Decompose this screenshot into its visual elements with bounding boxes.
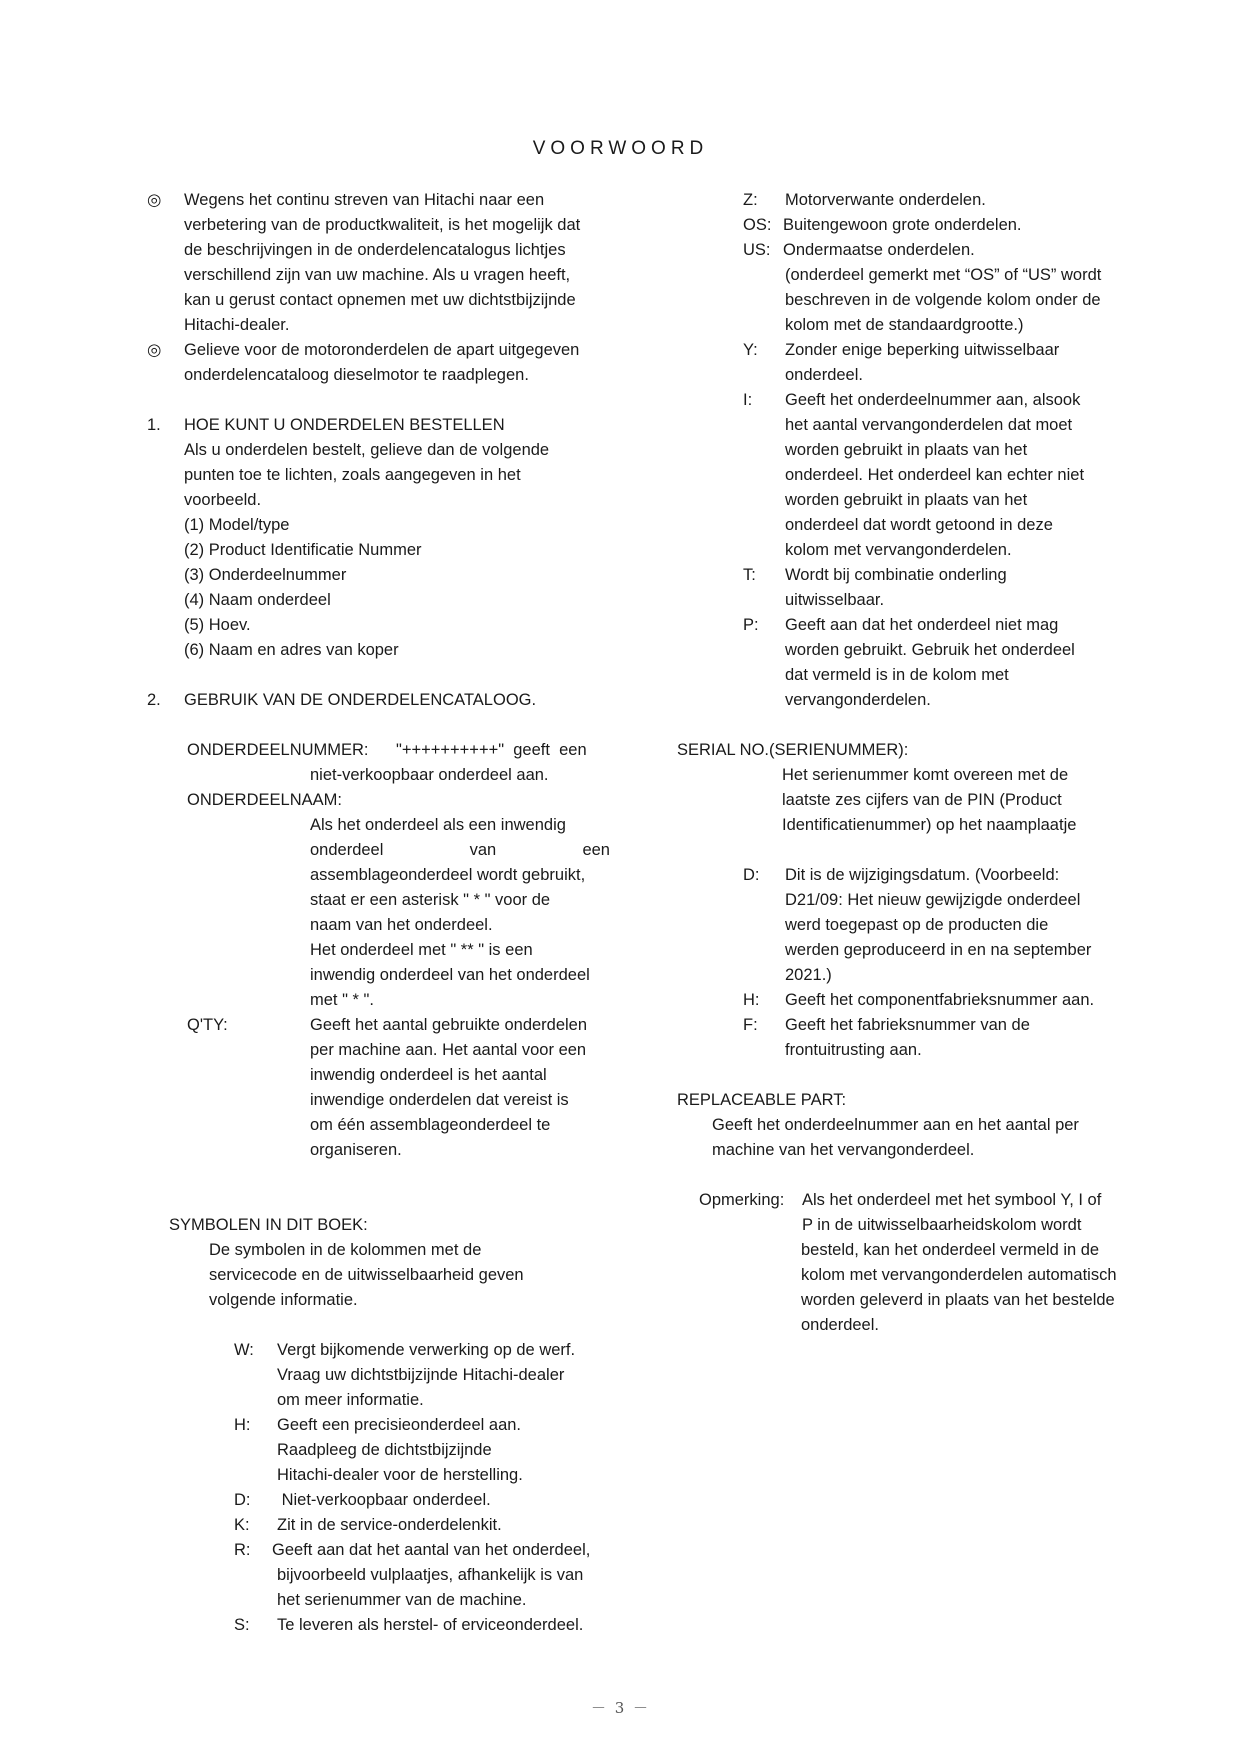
part-number-text-1: "++++++++++" geeft een <box>396 741 587 759</box>
serial-desc-f: Geeft het fabrieksnummer van de frontuitrusting aan. <box>785 1016 1030 1059</box>
symbol-code-w: W: <box>234 1341 254 1359</box>
symbol-desc-d: Niet-verkoopbaar onderdeel. <box>277 1491 491 1509</box>
part-name-label: ONDERDEELNAAM: <box>187 791 342 809</box>
serial-desc-h: Geeft het componentfabrieksnummer aan. <box>785 991 1095 1009</box>
part-number-label: ONDERDEELNUMMER: <box>187 741 369 759</box>
symbol-code-i: I: <box>743 391 753 409</box>
symbol-code-os: OS: <box>743 216 772 234</box>
symbol-desc-s: Te leveren als herstel- of erviceonderdeel. <box>277 1616 584 1634</box>
symbol-desc-y: Zonder enige beperking uitwisselbaar onderdeel. <box>785 341 1060 384</box>
section-2-number: 2. <box>147 691 161 709</box>
page-title: VOORWOORD <box>532 138 709 159</box>
serial-desc-d: Dit is de wijzigingsdatum. (Voorbeeld: D21/09: Het nieuw gewijzigde onderdeel werd toegepast op de producten die werden geproduceerd in en na september 2021.) <box>785 866 1092 984</box>
symbol-code-z: Z: <box>743 191 758 209</box>
symbol-desc-r: Geeft aan dat het aantal van het onderdeel, bijvoorbeeld vulplaatjes, afhankelijk is van het serienummer van de machine. <box>272 1541 591 1609</box>
section-1-body: HOE KUNT U ONDERDELEN BESTELLEN Als u onderdelen bestelt, gelieve dan de volgende punten toe te lichten, zoals aangegeven in het voorbeeld. (1) Model/type (2) Product Identificatie Nummer (3) Onderdeelnummer (4) Naam onderdeel (5) Hoev. (6) Naam en adres van koper <box>184 413 549 663</box>
symbol-desc-h: Geeft een precisieonderdeel aan. Raadpleeg de dichtstbijzijnde Hitachi-dealer voor de herstelling. <box>277 1416 523 1484</box>
page-number: － 3 － <box>590 1699 651 1717</box>
symbol-desc-us: Ondermaatse onderdelen. (onderdeel gemerkt met “OS” of “US” wordt beschreven in de volgende kolom onder de kolom met de standaardgrootte.) <box>783 241 1102 334</box>
symbol-code-d: D: <box>234 1491 251 1509</box>
symbol-desc-os: Buitengewoon grote onderdelen. <box>783 216 1022 234</box>
replaceable-heading: REPLACEABLE PART: <box>677 1091 847 1109</box>
symbol-desc-i: Geeft het onderdeelnummer aan, alsook het aantal vervangonderdelen dat moet worden gebruikt in plaats van het onderdeel. Het onderdeel kan echter niet worden gebruikt in plaats van het onderdeel dat wordt getoond in deze kolom met vervangonderdelen. <box>785 391 1085 559</box>
part-name-text: Als het onderdeel als een inwendig onderdeel van een assemblageonderdeel wordt gebruikt, staat er een asterisk " * " voor de naam van het onderdeel. Het onderdeel met " ** " is een inwendig onderdeel van het onderdeel met " * ". <box>310 816 610 1009</box>
section-2-heading: GEBRUIK VAN DE ONDERDELENCATALOOG. <box>184 691 537 709</box>
symbol-code-k: K: <box>234 1516 250 1534</box>
symbol-code-h: H: <box>234 1416 251 1434</box>
symbol-code-s: S: <box>234 1616 250 1634</box>
symbol-desc-t: Wordt bij combinatie onderling uitwisselbaar. <box>785 566 1007 609</box>
replaceable-text: Geeft het onderdeelnummer aan en het aantal per machine van het vervangonderdeel. <box>712 1116 1079 1159</box>
qty-text: Geeft het aantal gebruikte onderdelen per machine aan. Het aantal voor een inwendig onderdeel is het aantal inwendige onderdelen dat vereist is om één assemblageonderdeel te organiseren. <box>310 1016 588 1159</box>
intro-note-1: Wegens het continu streven van Hitachi naar een verbetering van de productkwaliteit, is het mogelijk dat de beschrijvingen in de onderdelencatalogus lichtjes verschillend zijn van uw machine. Als u vragen heeft, kan u gerust contact opnemen met uw dichtstbijzijnde Hitachi-dealer. <box>184 191 581 334</box>
serial-heading: SERIAL NO.(SERIENUMMER): <box>677 741 909 759</box>
symbol-code-r: R: <box>234 1541 251 1559</box>
qty-label: Q'TY: <box>187 1016 228 1034</box>
symbol-code-t: T: <box>743 566 756 584</box>
part-number-text-2: niet-verkoopbaar onderdeel aan. <box>310 766 549 784</box>
section-1-number: 1. <box>147 416 161 434</box>
symbol-desc-w: Vergt bijkomende verwerking op de werf. Vraag uw dichtstbijzijnde Hitachi-dealer om meer informatie. <box>277 1341 576 1409</box>
symbol-desc-k: Zit in de service-onderdelenkit. <box>277 1516 502 1534</box>
serial-code-f: F: <box>743 1016 758 1034</box>
section-1-heading: HOE KUNT U ONDERDELEN BESTELLEN <box>184 416 505 434</box>
intro-note-2: Gelieve voor de motoronderdelen de apart uitgegeven onderdelencataloog dieselmotor te raadplegen. <box>184 341 580 384</box>
serial-text: Het serienummer komt overeen met de laatste zes cijfers van de PIN (Product Identificatienummer) op het naamplaatje <box>782 766 1077 834</box>
bullet-icon: ◎ <box>147 341 162 359</box>
symbol-code-p: P: <box>743 616 759 634</box>
symbol-code-us: US: <box>743 241 771 259</box>
remark-label: Opmerking: <box>699 1191 785 1209</box>
symbols-intro: De symbolen in de kolommen met de servicecode en de uitwisselbaarheid geven volgende informatie. <box>209 1241 524 1309</box>
bullet-icon: ◎ <box>147 191 162 209</box>
symbol-desc-p: Geeft aan dat het onderdeel niet mag worden gebruikt. Gebruik het onderdeel dat vermeld is in de kolom met vervangonderdelen. <box>785 616 1075 709</box>
symbol-code-y: Y: <box>743 341 758 359</box>
serial-code-d: D: <box>743 866 760 884</box>
symbols-heading: SYMBOLEN IN DIT BOEK: <box>169 1216 368 1234</box>
remark-text-b: besteld, kan het onderdeel vermeld in de kolom met vervangonderdelen automatisch worden geleverd in plaats van het bestelde onderdeel. <box>801 1241 1117 1334</box>
remark-text-a: Als het onderdeel met het symbool Y, I of P in de uitwisselbaarheidskolom wordt <box>802 1191 1102 1234</box>
serial-code-h: H: <box>743 991 760 1009</box>
symbol-desc-z: Motorverwante onderdelen. <box>785 191 986 209</box>
